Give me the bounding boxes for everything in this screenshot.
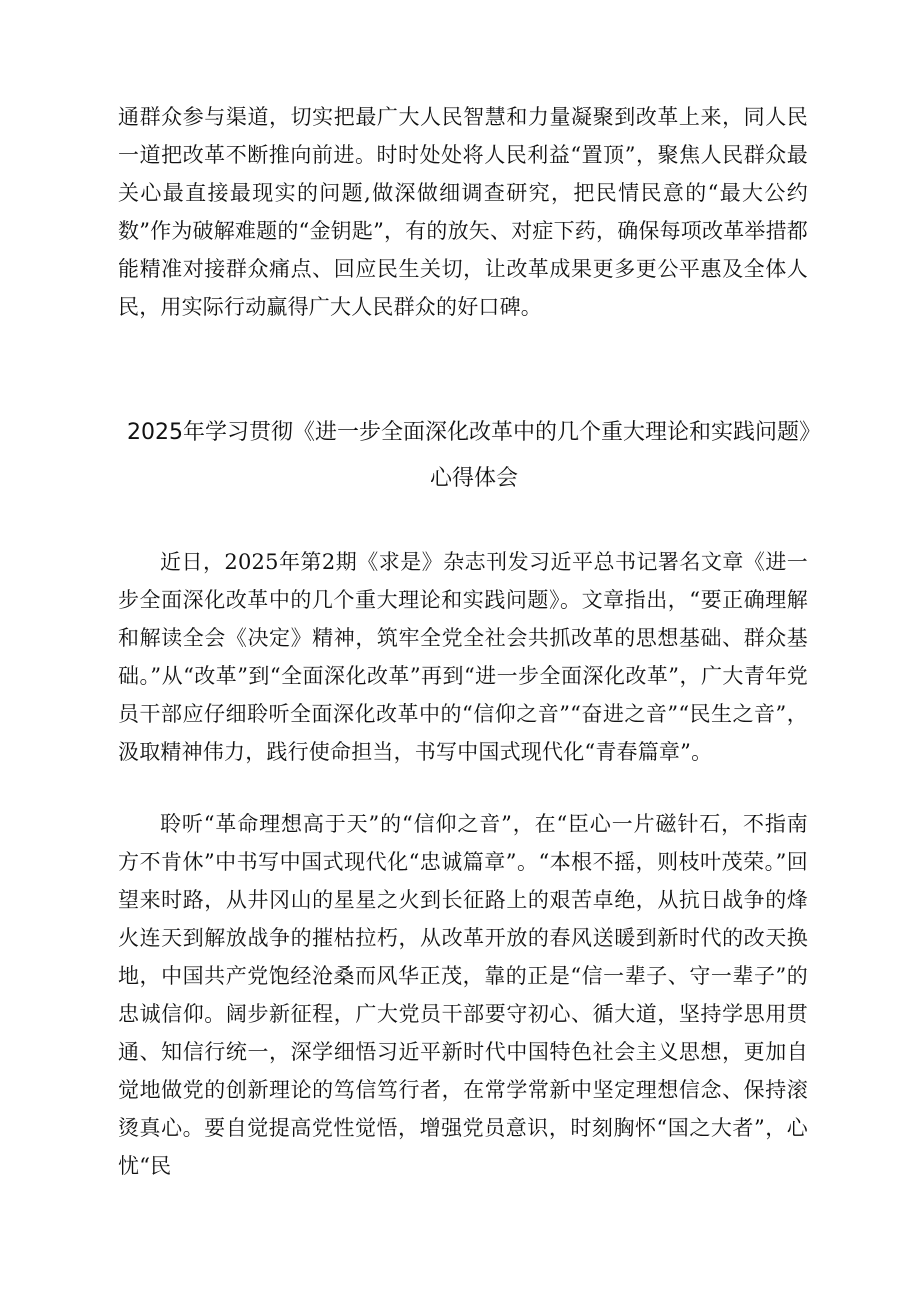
article-title: 2025年学习贯彻《进一步全面深化改革中的几个重大理论和实践问题》心得体会 bbox=[127, 420, 821, 491]
body-paragraph-1: 近日，2025年第2期《求是》杂志刊发习近平总书记署名文章《进一步全面深化改革中的几个重大理论和实践问题》。文章指出，“要正确理解和解读全会《决定》精神，筑牢全党全社会共抓改革的思想基础、群众基础。”从“改革”到“全面深化改革”再到“进一步全面深化改革”，广大青年党员干部应仔细聆听全面深化改革中的“信仰之音”“奋进之音”“民生之音”，汲取精神伟力，践行使命担当，书写中国式现代化“青春篇章”。 bbox=[118, 550, 808, 764]
body-paragraph-2: 聆听“革命理想高于天”的“信仰之音”，在“臣心一片磁针石，不指南方不肯休”中书写中国式现代化“忠诚篇章”。“本根不摇，则枝叶茂荣。”回望来时路，从井冈山的星星之火到长征路上的艰苦卓绝，从抗日战争的烽火连天到解放战争的摧枯拉朽，从改革开放的春风送暖到新时代的改天换地，中国共产党饱经沧桑而风华正茂，靠的正是“信一辈子、守一辈子”的忠诚信仰。阔步新征程，广大党员干部要守初心、循大道，坚持学思用贯通、知信行统一，深学细悟习近平新时代中国特色社会主义思想，更加自觉地做党的创新理论的笃信笃行者，在常学常新中坚定理想信念、保持滚烫真心。要自觉提高党性觉悟，增强党员意识，时刻胸怀“国之大者”，心忧“民 bbox=[118, 812, 808, 1178]
continuation-paragraph: 通群众参与渠道，切实把最广大人民智慧和力量凝聚到改革上来，同人民一道把改革不断推向前进。时时处处将人民利益“置顶”，聚焦人民群众最关心最直接最现实的问题,做深做细调查研究，把民情民意的“最大公约数”作为破解难题的“金钥匙”，有的放矢、对症下药，确保每项改革举措都能精准对接群众痛点、回应民生关切，让改革成果更多更公平惠及全体人民，用实际行动赢得广大人民群众的好口碑。 bbox=[118, 105, 809, 319]
